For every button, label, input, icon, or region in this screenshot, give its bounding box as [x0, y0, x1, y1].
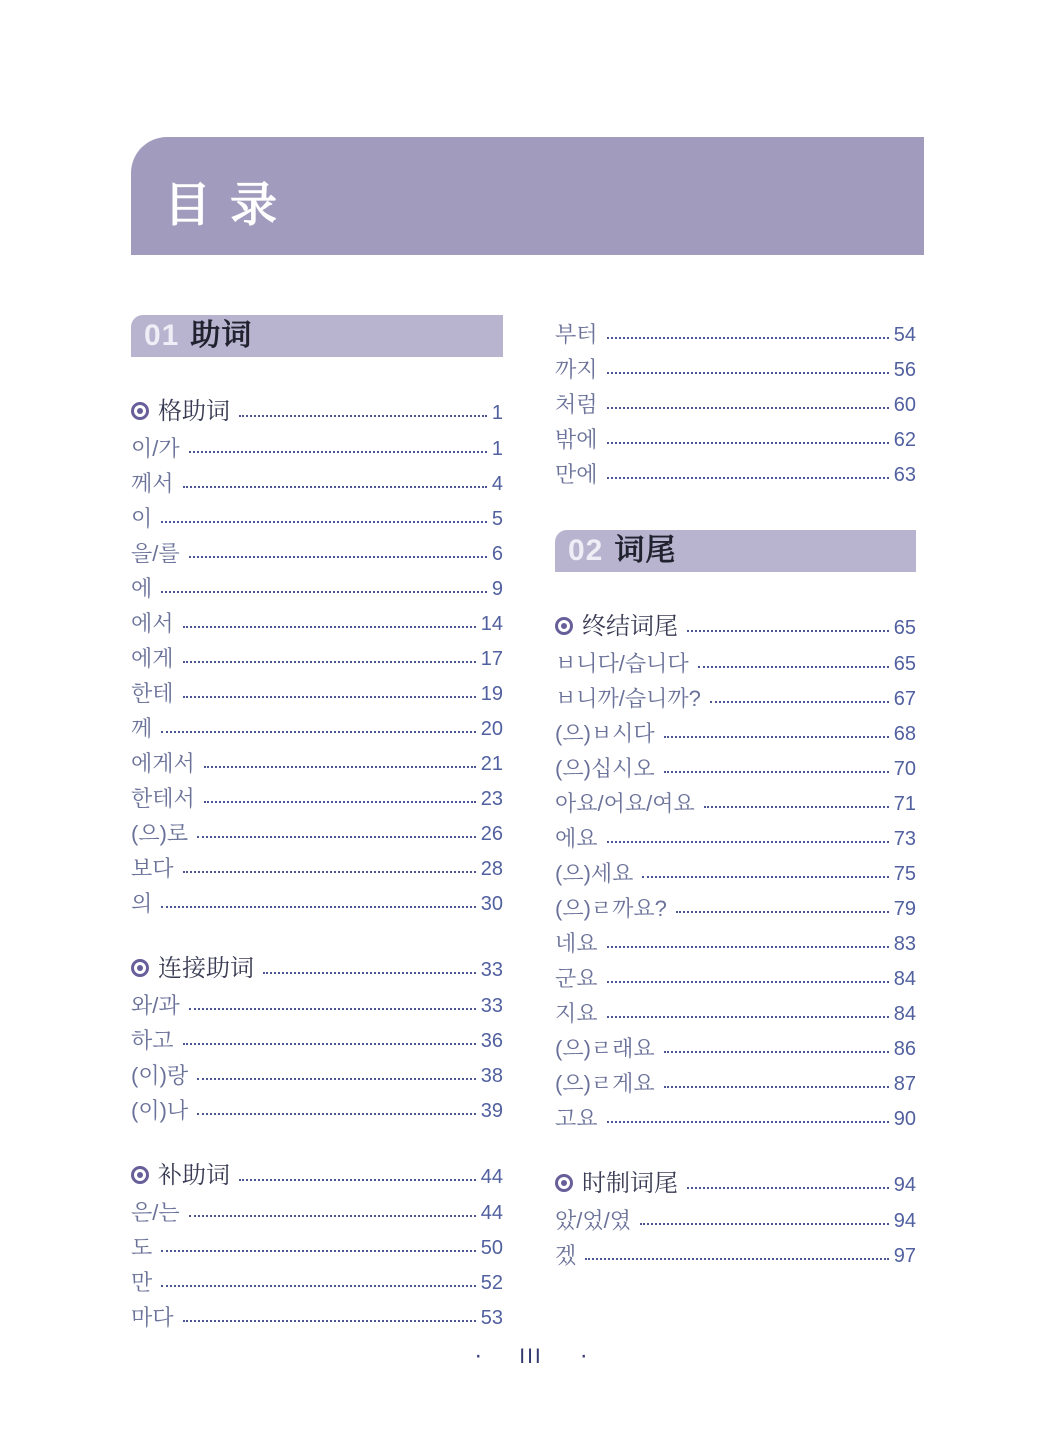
page-number: 36 — [480, 1030, 503, 1052]
dotted-leader — [183, 626, 476, 628]
toc-entry — [555, 1236, 916, 1271]
group-label: 时制词尾 — [582, 1169, 678, 1197]
dotted-leader — [263, 972, 476, 974]
entry-label: 겠 — [555, 1242, 577, 1268]
dotted-leader — [161, 521, 487, 523]
page-number: 53 — [480, 1307, 503, 1329]
page-number: 33 — [480, 959, 503, 981]
dotted-leader — [189, 451, 487, 453]
dotted-leader — [664, 1051, 889, 1053]
toc-entry — [555, 994, 916, 1029]
dotted-leader — [664, 771, 889, 773]
toc-group-heading — [131, 1147, 503, 1193]
page-number: 56 — [893, 359, 916, 381]
toc-entry — [555, 819, 916, 854]
toc-entry — [555, 350, 916, 385]
page-number: 62 — [893, 429, 916, 451]
entry-label: 에게 — [131, 645, 174, 671]
page-number: 30 — [480, 893, 503, 915]
section-title: 助词 — [190, 319, 253, 352]
entry-label: 한테 — [131, 680, 174, 706]
entry-label: 만 — [131, 1269, 153, 1295]
toc-entry — [131, 884, 503, 919]
entry-label: ㅂ니다/습니다 — [555, 650, 689, 676]
toc-entry — [131, 429, 503, 464]
page-number: 67 — [893, 688, 916, 710]
group-label: 补助词 — [158, 1161, 230, 1189]
page-number: 9 — [491, 578, 503, 600]
dotted-leader — [183, 871, 476, 873]
dotted-leader — [183, 696, 476, 698]
page-number: 33 — [480, 995, 503, 1017]
toc-column-left — [131, 315, 503, 1333]
page-number: 94 — [893, 1174, 916, 1196]
page-number: 4 — [491, 473, 503, 495]
entry-label: (으)ㅂ시다 — [555, 720, 655, 746]
toc-entry — [555, 924, 916, 959]
footer-page-number: III — [519, 1344, 543, 1368]
dotted-leader — [687, 630, 889, 632]
entry-label: 까지 — [555, 356, 598, 382]
toc-entry — [555, 644, 916, 679]
dotted-leader — [585, 1258, 888, 1260]
dotted-leader — [607, 477, 889, 479]
dotted-leader — [664, 736, 889, 738]
section-number: 02 — [568, 534, 604, 567]
dotted-leader — [640, 1223, 889, 1225]
page-number: 84 — [893, 1003, 916, 1025]
entry-label: 에요 — [555, 825, 598, 851]
entry-label: 마다 — [131, 1304, 174, 1330]
dotted-leader — [161, 1285, 475, 1287]
dotted-leader — [607, 407, 889, 409]
dotted-leader — [183, 1320, 476, 1322]
page-number: 1 — [491, 438, 503, 460]
bullseye-icon — [131, 402, 149, 420]
toc-entry — [555, 1201, 916, 1236]
entry-label: 을/를 — [131, 540, 180, 566]
dotted-leader — [183, 661, 476, 663]
page-number: 63 — [893, 464, 916, 486]
dotted-leader — [204, 801, 476, 803]
group-label: 格助词 — [158, 397, 230, 425]
toc-entry — [555, 784, 916, 819]
dotted-leader — [676, 911, 889, 913]
dotted-leader — [607, 337, 889, 339]
entry-label: 밖에 — [555, 426, 598, 452]
toc-entry — [131, 814, 503, 849]
bullseye-icon — [555, 617, 573, 635]
entry-label: 께 — [131, 715, 153, 741]
toc-group-heading — [555, 1155, 916, 1201]
page-number: 26 — [480, 823, 503, 845]
page-number: 19 — [480, 683, 503, 705]
page-number: 75 — [893, 863, 916, 885]
toc-entry — [555, 1099, 916, 1134]
dotted-leader — [607, 372, 889, 374]
entry-label: 와/과 — [131, 992, 180, 1018]
dotted-leader — [704, 806, 889, 808]
toc-banner — [131, 137, 924, 255]
toc-entry — [131, 1091, 503, 1126]
toc-entry — [131, 986, 503, 1021]
entry-label: ㅂ니까/습니까? — [555, 685, 701, 711]
entry-label: 부터 — [555, 321, 598, 347]
entry-label: 아요/어요/여요 — [555, 790, 695, 816]
entry-label: (으)ㄹ까요? — [555, 895, 667, 921]
entry-label: (으)로 — [131, 820, 189, 846]
entry-label: 의 — [131, 890, 153, 916]
dotted-leader — [197, 1113, 476, 1115]
toc-group-heading — [555, 598, 916, 644]
section-title: 词尾 — [614, 534, 677, 567]
dotted-leader — [161, 906, 475, 908]
entry-label: (이)나 — [131, 1097, 189, 1123]
dotted-leader — [607, 1016, 889, 1018]
dotted-leader — [189, 1008, 476, 1010]
dotted-leader — [687, 1187, 889, 1189]
entry-label: (으)ㄹ래요 — [555, 1035, 655, 1061]
page-number: 60 — [893, 394, 916, 416]
entry-label: 처럼 — [555, 391, 598, 417]
page-number: 17 — [480, 648, 503, 670]
toc-entry — [131, 569, 503, 604]
group-label: 终结词尾 — [582, 612, 678, 640]
page-number: 83 — [893, 933, 916, 955]
toc-entry — [131, 1228, 503, 1263]
page-number: 50 — [480, 1237, 503, 1259]
page-number: 6 — [491, 543, 503, 565]
page-footer — [0, 1344, 1062, 1368]
entry-label: 지요 — [555, 1000, 598, 1026]
bullseye-icon — [555, 1174, 573, 1192]
page-title: 目 录 — [164, 177, 281, 231]
page-number: 68 — [893, 723, 916, 745]
page-number: 20 — [480, 718, 503, 740]
toc-entry — [555, 679, 916, 714]
entry-label: 도 — [131, 1234, 153, 1260]
toc-entry — [131, 1193, 503, 1228]
toc-entry — [555, 1064, 916, 1099]
page-number: 70 — [893, 758, 916, 780]
page-number: 65 — [893, 653, 916, 675]
entry-label: 고요 — [555, 1105, 598, 1131]
entry-label: 만에 — [555, 461, 598, 487]
toc-entry — [555, 714, 916, 749]
bullseye-dot — [137, 965, 143, 971]
bullseye-dot — [137, 1172, 143, 1178]
page-number: 65 — [893, 617, 916, 639]
entry-label: 은/는 — [131, 1199, 180, 1225]
dotted-leader — [239, 415, 487, 417]
toc-entry — [555, 455, 916, 490]
toc-column-right — [555, 315, 916, 1271]
entry-label: 네요 — [555, 930, 598, 956]
page-number: 44 — [480, 1202, 503, 1224]
entry-label: 았/었/였 — [555, 1207, 631, 1233]
dotted-leader — [161, 1250, 475, 1252]
entry-label: 군요 — [555, 965, 598, 991]
page-number: 94 — [893, 1210, 916, 1232]
bullseye-dot — [137, 408, 143, 414]
page-number: 1 — [491, 402, 503, 424]
dotted-leader — [183, 1043, 476, 1045]
toc-entry — [131, 674, 503, 709]
entry-label: 께서 — [131, 470, 174, 496]
entry-label: (이)랑 — [131, 1062, 189, 1088]
bullseye-icon — [131, 959, 149, 977]
toc-entry — [555, 315, 916, 350]
dotted-leader — [161, 731, 475, 733]
bullseye-dot — [561, 623, 567, 629]
entry-label: 에 — [131, 575, 153, 601]
toc-entry — [131, 744, 503, 779]
entry-label: (으)ㄹ게요 — [555, 1070, 655, 1096]
page-number: 54 — [893, 324, 916, 346]
entry-label: (으)십시오 — [555, 755, 655, 781]
toc-entry — [131, 604, 503, 639]
toc-entry — [131, 1263, 503, 1298]
dotted-leader — [607, 841, 889, 843]
dotted-leader — [183, 486, 487, 488]
toc-entry — [131, 779, 503, 814]
dotted-leader — [710, 701, 889, 703]
toc-entry — [131, 1056, 503, 1091]
toc-entry — [555, 889, 916, 924]
toc-entry — [555, 1029, 916, 1064]
dotted-leader — [197, 836, 476, 838]
toc-group-heading — [131, 383, 503, 429]
page-number: 21 — [480, 753, 503, 775]
dotted-leader — [239, 1179, 476, 1181]
page-number: 44 — [480, 1166, 503, 1188]
toc-entry — [131, 709, 503, 744]
dotted-leader — [189, 556, 487, 558]
footer-dot-right: · — [579, 1342, 588, 1369]
dotted-leader — [607, 442, 889, 444]
dotted-leader — [607, 946, 889, 948]
toc-entry — [555, 959, 916, 994]
page-number: 23 — [480, 788, 503, 810]
entry-label: 하고 — [131, 1027, 174, 1053]
toc-entry — [131, 1021, 503, 1056]
page-number: 86 — [893, 1038, 916, 1060]
toc-entry — [555, 749, 916, 784]
toc-entry — [131, 639, 503, 674]
toc-entry — [131, 499, 503, 534]
page-number: 52 — [480, 1272, 503, 1294]
section-bar — [131, 315, 503, 357]
section-number: 01 — [144, 319, 180, 352]
page-number: 38 — [480, 1065, 503, 1087]
entry-label: 에게서 — [131, 750, 195, 776]
toc-entry — [131, 849, 503, 884]
dotted-leader — [698, 666, 889, 668]
toc-entry — [555, 420, 916, 455]
dotted-leader — [161, 591, 487, 593]
toc-entry — [131, 464, 503, 499]
bullseye-dot — [561, 1180, 567, 1186]
entry-label: 이/가 — [131, 435, 180, 461]
page-number: 84 — [893, 968, 916, 990]
dotted-leader — [204, 766, 476, 768]
dotted-leader — [607, 981, 889, 983]
toc-entry — [131, 534, 503, 569]
entry-label: (으)세요 — [555, 860, 634, 886]
page-number: 90 — [893, 1108, 916, 1130]
dotted-leader — [607, 1121, 889, 1123]
group-label: 连接助词 — [158, 954, 254, 982]
section-bar — [555, 530, 916, 572]
page-number: 73 — [893, 828, 916, 850]
page-number: 97 — [893, 1245, 916, 1267]
entry-label: 보다 — [131, 855, 174, 881]
dotted-leader — [197, 1078, 476, 1080]
page-number: 87 — [893, 1073, 916, 1095]
page-number: 28 — [480, 858, 503, 880]
page-number: 5 — [491, 508, 503, 530]
page-number: 79 — [893, 898, 916, 920]
footer-dot-left: · — [474, 1342, 483, 1369]
toc-entry — [555, 854, 916, 889]
page-number: 14 — [480, 613, 503, 635]
page-number: 71 — [893, 793, 916, 815]
toc-entry — [131, 1298, 503, 1333]
page-number: 39 — [480, 1100, 503, 1122]
bullseye-icon — [131, 1166, 149, 1184]
dotted-leader — [642, 876, 888, 878]
entry-label: 한테서 — [131, 785, 195, 811]
entry-label: 이 — [131, 505, 153, 531]
entry-label: 에서 — [131, 610, 174, 636]
dotted-leader — [189, 1215, 476, 1217]
dotted-leader — [664, 1086, 889, 1088]
toc-group-heading — [131, 940, 503, 986]
toc-entry — [555, 385, 916, 420]
